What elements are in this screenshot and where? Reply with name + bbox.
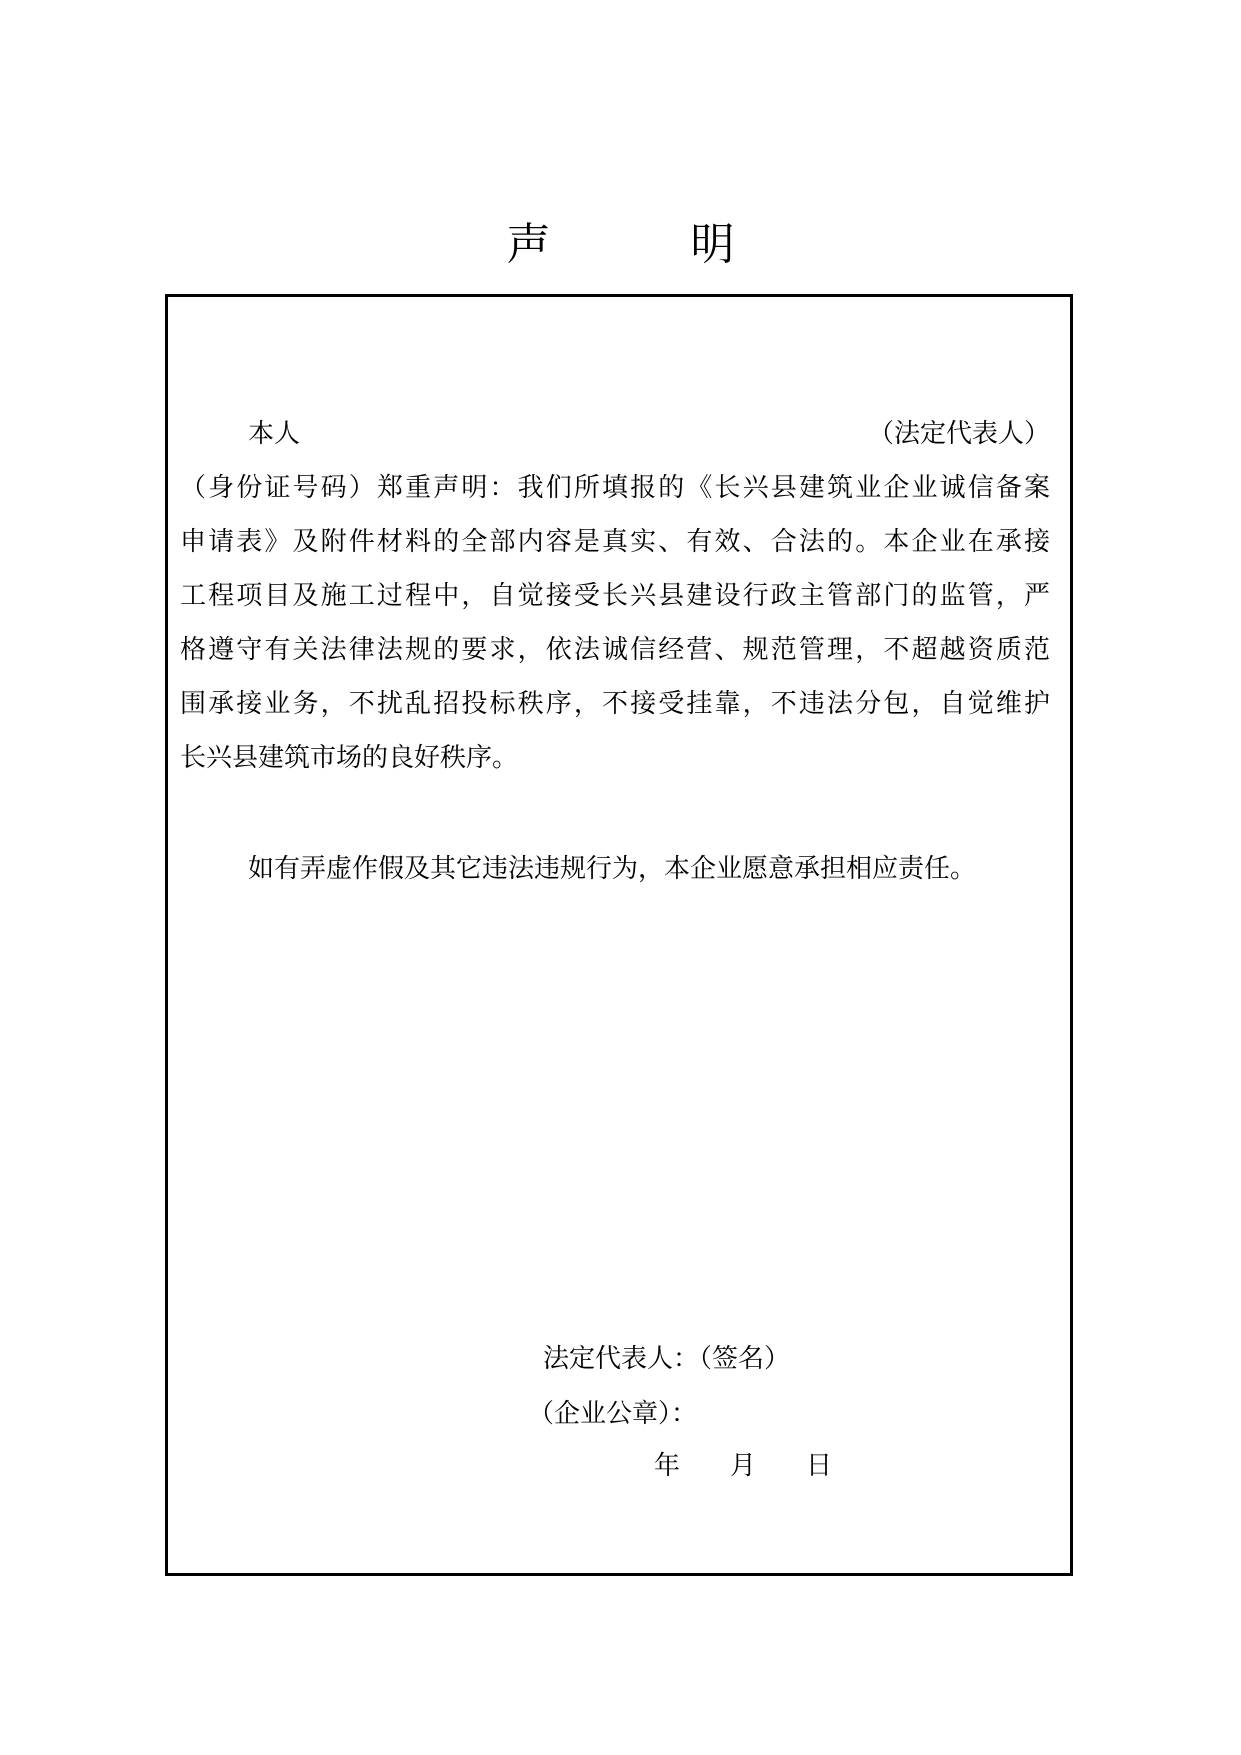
declaration-line-6: 长兴县建筑市场的良好秩序。: [180, 743, 519, 773]
company-seal-line: （企业公章）：: [528, 1399, 698, 1429]
declaration-line-4: 格遵守有关法律法规的要求，依法诚信经营、规范管理，不超越资质范: [180, 635, 1050, 665]
declaration-line-2: 申请表》及附件材料的全部内容是真实、有效、合法的。本企业在承接: [180, 527, 1050, 557]
page-title: [0, 215, 1241, 275]
legal-rep-label: （法定代表人）: [867, 419, 1050, 449]
declaration-paragraph: [180, 407, 1050, 785]
declaration-line-3: 工程项目及施工过程中，自觉接受长兴县建设行政主管部门的监管，严: [180, 581, 1050, 611]
title-char-2: 明: [690, 219, 735, 270]
legal-rep-signature-line: 法定代表人：（签名）: [543, 1344, 791, 1374]
date-month-label: 月: [730, 1451, 757, 1481]
date-day-label: 日: [806, 1451, 833, 1481]
declaration-first-line: [180, 407, 1050, 461]
liability-paragraph: 如有弄虚作假及其它违法违规行为，本企业愿意承担相应责任。: [248, 854, 977, 884]
signature-date: [654, 1446, 832, 1486]
declaration-line-5: 围承接业务，不扰乱招投标秩序，不接受挂靠，不违法分包，自觉维护: [180, 689, 1050, 719]
declaration-start: 本人: [248, 419, 301, 449]
date-year-label: 年: [654, 1451, 681, 1481]
declaration-line-1: （身份证号码）郑重声明：我们所填报的《长兴县建筑业企业诚信备案: [180, 473, 1050, 503]
title-char-1: 声: [506, 219, 551, 270]
